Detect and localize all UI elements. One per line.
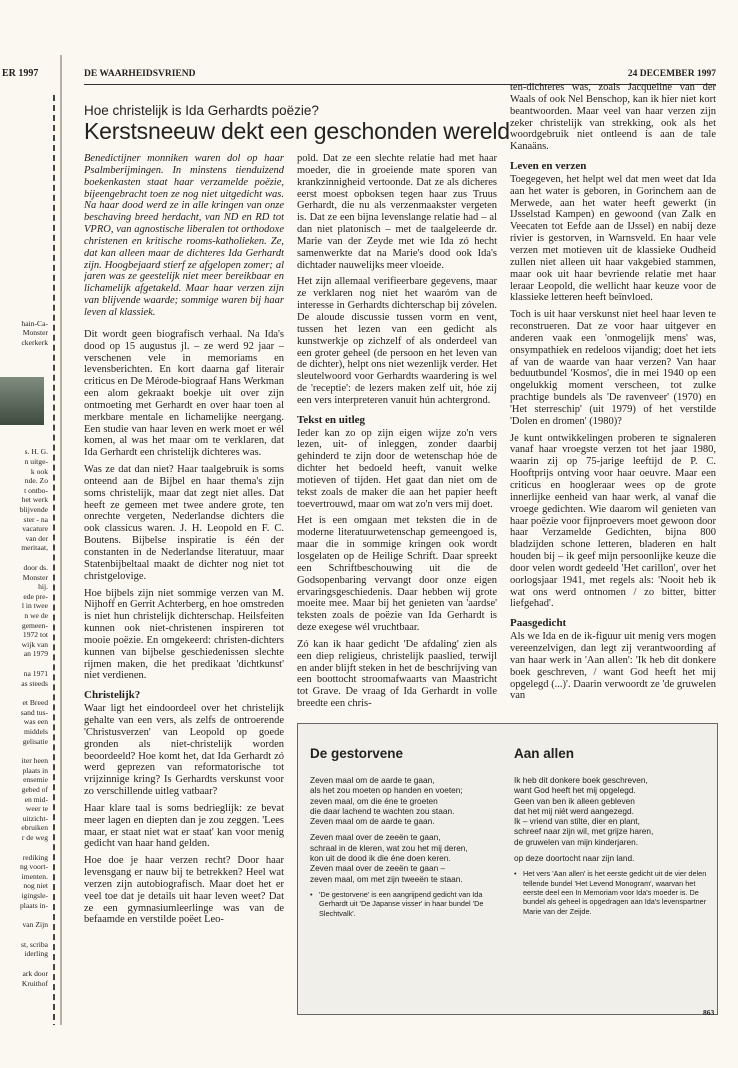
dashed-border xyxy=(53,95,55,1025)
strip-fragment-line: imenten. xyxy=(21,871,48,881)
publication-name: DE WAARHEIDSVRIEND xyxy=(84,69,196,79)
subheading-leven-en-verzen: Leven en verzen xyxy=(510,160,587,173)
strip-fragment-line: gebed of xyxy=(21,784,48,794)
body-paragraph: Toch is uit haar verskunst niet heel haar leven te reconstrueren. Dat ze voor haar uitgever en anderen vaak een 'onmogelijk mens' was, onsympathiek en redeloos vijandig; doet het iets af van de waarde van haar verzen? Van haar beduutbundel 'Kosmos', die in mei 1940 op een ongelukkig moment verscheen, tot zulke prachtige bundels als 'De ravenveer' (1970) en 'Het sterreschip' (uit 1979) of het verstilde 'Dolen en dromen' (1980)? xyxy=(510,309,716,427)
poem-line: Zeven maal om de aarde te gaan. xyxy=(310,816,435,827)
page-number: 863 xyxy=(703,1008,715,1017)
poem-note xyxy=(310,890,505,918)
strip-fragment-line: ensemie xyxy=(23,775,48,785)
subheading-paasgedicht: Paasgedicht xyxy=(510,617,567,630)
bullet-icon: • xyxy=(310,889,313,899)
body-paragraph: ten-dichteres was, zoals Jacqueline van der Waals of ook Nel Benschop, kan ik hier niet kort beantwoorden. Maar veel van haar verzen zijn zeker christelijk van strekking, ook als het woordgebruik niet ontleend is aan de tale Kanaäns. xyxy=(510,82,716,153)
poem-line: op deze doortocht naar zijn land. xyxy=(514,853,635,864)
body-paragraph: Waar ligt het eindoordeel over het christelijk gehalte van een vers, als zelfs de ontroerende 'Christusverzen' van Leopold op goede gronden als niet-christelijk worden beoordeeld? Hoe komt het, dat Ida Gerhardt zó werd geprezen van reformatorische tot vrijzinnige kring? Is Gerhardts verskunst voor zo verschillende uitleg vatbaar? xyxy=(84,703,284,798)
strip-fragment-line: t ontbo- xyxy=(24,485,48,495)
poem-line: Zeven maal over de zeeën te gaan, xyxy=(310,832,441,843)
poem-title: De gestorvene xyxy=(310,746,404,761)
poem-line: als het zou moeten op handen en voeten; xyxy=(310,785,463,796)
poem-aan-allen xyxy=(514,724,709,916)
strip-fragment-line: was een xyxy=(23,717,48,727)
strip-fragment-line: door ds. xyxy=(23,562,48,572)
strip-fragment-line: gelisatie xyxy=(22,736,48,746)
strip-fragment-line: st, scriba xyxy=(21,939,48,949)
strip-fragment-line: n we de xyxy=(24,610,48,620)
strip-fragment-line: hain-Ca- xyxy=(21,318,48,328)
intro-paragraph: Benedictijner monniken waren dol op haar Psalmberijmingen. In minstens tienduizend boekenkasten staat haar verzamelde poëzie, bijeengebracht toen ze nog niet uitgedicht was. Na haar dood werd ze in alle kringen van onze beschaving breed herdacht, van ND en RD tot VPRO, van agnostische liberalen tot orthodoxe christenen en kritische rooms-katholieken. Ze, dat kan alleen maar de dichteres Ida Gerhardt zijn. Hoogbejaard stierf ze afgelopen zomer; al jaren was ze geestelijk niet meer bereikbaar en lichamelijk afgetakeld. Maar haar verzen zijn van blijvende waarde; sommige waren bij haar leven al klassiek. xyxy=(84,153,284,318)
poem-line: Ik – vriend van stilte, dier en plant, xyxy=(514,816,640,827)
strip-fragment-line: Monster xyxy=(22,572,48,582)
poem-line: kon uit de dood ik die éne doen keren. xyxy=(310,853,451,864)
poem-stanza xyxy=(514,775,709,847)
bullet-icon: • xyxy=(514,869,517,879)
strip-fragment-line: nog niet xyxy=(23,881,48,891)
body-paragraph: Hoe doe je haar verzen recht? Door haar levensgang er nauw bij te betrekken? Heel wat verzen zijn autobiografisch. Maar doet het er veel toe dat je details uit haar leven weet? Dat ze een gymnasiumleerlinge was van de befaamde en verstilde poëet Leo- xyxy=(84,855,284,926)
strip-fragment-line: ng voort- xyxy=(19,862,48,872)
strip-fragment-line: meritaat, xyxy=(21,543,48,553)
strip-photo xyxy=(0,377,44,425)
strip-fragment-line: s. H. G. xyxy=(24,447,48,457)
strip-fragment-line: rediking xyxy=(22,852,48,862)
body-paragraph: pold. Dat ze een slechte relatie had met haar moeder, die in groeiende mate sporen van krankzinnigheid vertoonde. Dat ze als dicheres eerst moest opboksen tegen haar zus Truus Gerhardt, die nu als verzenmaakster vergeten is. Dat ze een bijna levenslange relatie had – al dan niet platonisch – met de taalgeleerde dr. Marie van der Zeyde met wie Ida zó hecht samenwerkte dat na Marie's dood ook Ida's dichtader nauwelijks meer vloeide. xyxy=(297,153,497,271)
strip-fragment-line: blijvende xyxy=(19,504,48,514)
strip-fragment-line: wijk van xyxy=(21,639,48,649)
strip-fragment-line: vacature xyxy=(22,524,48,534)
strip-fragment-line: middels xyxy=(23,726,48,736)
strip-fragment-line: nde. Zo xyxy=(24,476,48,486)
strip-fragment-line: ebruiken xyxy=(21,823,48,833)
body-paragraph: Hoe bijbels zijn niet sommige verzen van M. Nijhoff en Gerrit Achterberg, en hoe omstreden is niet hun christelijk dichterschap. Heilsfeiten kunnen ook niet-christenen inspireren tot mooie poëzie. En omgekeerd: christen-dichters kunnen van bijbelse geschiedenissen slechte rijmen maken, die het predikaat 'dichtkunst' niet verdienen. xyxy=(84,587,284,682)
strip-fragment-line: iter heen xyxy=(21,756,48,766)
strip-fragment-line: n uitge- xyxy=(24,456,48,466)
poem-line: Zeven maal om de aarde te gaan, xyxy=(310,775,435,785)
poem-de-gestorvene xyxy=(310,724,505,918)
poem-line: want God heeft het mij opgelegd. xyxy=(514,785,636,796)
poem-line: Ik heb dit donkere boek geschreven, xyxy=(514,775,648,785)
article-kicker: Hoe christelijk is Ida Gerhardts poëzie? xyxy=(84,103,319,118)
strip-fragment-line: uitzicht- xyxy=(22,813,48,823)
strip-fragment-line: sand tus- xyxy=(20,707,48,717)
poem-note-text: 'De gestorvene' is een aangrijpend gedicht van Ida Gerhardt uit 'De Japanse visser' in haar bundel 'De Slechtvalk'. xyxy=(319,889,484,918)
body-paragraph: Zó kan ik haar gedicht 'De afdaling' zien als een diep religieus, christelijk paaslied, terwijl en ander blijft steken in het de beschrijving van een boottocht stroomafwaarts van Maastricht tot Grave. De vraag of Ida Gerhardt in volle breedte een chris- xyxy=(297,638,497,710)
strip-fragment-line: et Breed xyxy=(22,698,48,708)
poem-line: zeven maal, om die éne te groeten xyxy=(310,795,438,806)
poem-note-text: Het vers 'Aan allen' is het eerste gedicht uit de vier delen tellende bundel 'Het Levend Monogram', waarvan het eerste deel een In Memoriam voor Ida's moeder is. De bundel als geheel is opgedragen aan Ida's levenspartner Marie van der Zeijde. xyxy=(523,869,707,916)
poem-stanza xyxy=(310,775,505,826)
poem-title: Aan allen xyxy=(514,746,575,761)
strip-fragment-line: het werk xyxy=(21,495,48,505)
body-paragraph: Het is een omgaan met teksten die in de moderne literatuurwetenschap gemeengoed is, maar die in sommige kringen ook wordt losgelaten op de Heilige Schrift. Daar spreekt een Schriftbeschouwing uit die de Godsopenbaring vervangt door onze eigen ervaringsgeschiedenis. Daar hebben wij grote moeite mee. Maar bij het genieten van 'aardse' teksten zoals de poëzie van Ida Gerhardt is deze exegese wél vruchtbaar. xyxy=(297,515,497,634)
strip-fragment-line: hij. xyxy=(38,582,48,592)
column-1 xyxy=(84,153,284,1025)
poem-line: Geen van ben ik alleen gebleven xyxy=(514,795,635,806)
subheading-tekst-en-uitleg: Tekst en uitleg xyxy=(297,413,366,426)
poem-stanza xyxy=(310,832,505,883)
strip-fragment-line: ede pre- xyxy=(23,591,48,601)
strip-fragment-line: an 1979 xyxy=(23,649,48,659)
poem-box xyxy=(297,723,718,1015)
strip-fragment-line: 1972 tot xyxy=(22,630,48,640)
poem-line: de gruwelen van mijn kinderjaren. xyxy=(514,836,639,847)
body-paragraph: Het zijn allemaal verifieerbare gegevens, maar ze verklaren nog niet het waaróm van de interesse in Gerhardts dichterschap bij zóvelen. De aloude discussie tussen vorm en vent, tussen het lezen van een gedicht als kunstwerkje op zichzelf of als onderdeel van een groter geheel (de persoon en het leven van de dichter), helpt ons niet wezenlijk verder. Het sleutelwoord voor Gerhardts waardering is wel de 'receptie': de lezers maken zelf uit, hóe zij een vers interpreteren vanuit hún achtergrond. xyxy=(297,276,497,406)
strip-date: ER 1997 xyxy=(2,68,39,79)
column-3 xyxy=(510,82,716,715)
strip-fragment-line: igingsle- xyxy=(21,890,48,900)
column-2 xyxy=(297,153,497,715)
poem-line: dat het mij niét werd aangezegd. xyxy=(514,805,634,816)
poem-line: schreef naar zijn wil, met grijze haren, xyxy=(514,826,654,837)
strip-fragment-line: r de weg xyxy=(21,832,48,842)
strip-fragment-line: van der xyxy=(25,533,48,543)
strip-fragment-line: plaats in- xyxy=(19,900,48,910)
strip-fragment-line: k ook xyxy=(30,466,48,476)
body-paragraph: Je kunt ontwikkelingen proberen te signaleren vanaf haar vroegste verzen tot het jaar 1980, waarin zij op 75-jarige leeftijd de P. C. Hooftprijs ontving voor haar oeuvre. Maar een criticus en hoogleraar wees op de grote innerlijke eenheid van haar werk, al vanaf die vroege gedichten. Wie daarom wil genieten van haar poëzie voor fijnproevers moet gewoon door haar Verzamelde Gedichten, bijna 800 bladzijden schone letteren, bladeren en halt houden bij – ik geef mijn persoonlijke keuze die door velen wordt gedeeld 'Het carillon', over het oorlogsjaar 1941, met regels als: 'Nooit heb ik wat ons werd ontnomen / zo bitter, bitter liefgehad'. xyxy=(510,432,716,610)
poem-line: Zeven maal over de zeeën te gaan – xyxy=(310,863,446,874)
poem-line: die daar lachend te wachten zou staan. xyxy=(310,805,455,816)
strip-fragment-line: van Zijn xyxy=(22,920,48,930)
poem-line: schraal in de kleren, wat zou het mij deren, xyxy=(310,842,468,853)
strip-fragment-line: na 1971 xyxy=(23,668,48,678)
strip-fragment-line: en mid- xyxy=(24,794,48,804)
issue-date: 24 DECEMBER 1997 xyxy=(627,69,716,79)
poem-line: zeven maal, om met zijn tweeën te staan. xyxy=(310,873,463,884)
body-paragraph: Toegegeven, het helpt wel dat men weet dat Ida aan het water is geboren, in Gorinchem aan de Merwede, aan het water heeft gewerkt (in IJsselstad Kampen) en gewoond (van Zalk en Veecaten tot Eefde aan de IJssel) en nabij deze rivier is gestorven, in Warnsveld. En haar vele verzen met motieven uit de klassieke Oudheid zullen niet alleen uit haar vakgebied stammen, maar ook uit haar bevriende relatie met haar leraar Leopold, die wellicht haar keuze voor de klassieke letteren heeft beïnvloed. xyxy=(510,173,716,304)
strip-fragment-line: ark door xyxy=(22,968,48,978)
adjacent-page-strip xyxy=(0,55,62,1025)
strip-fragment-line: l in twee xyxy=(21,601,48,611)
body-paragraph: Ieder kan zo op zijn eigen wijze zo'n vers lezen, uit- of inleggen, zonder daarbij gehinderd te zijn door de wetenschap hóe de dichter het bedoeld heeft, vanuit welke motieven of tijden. Het gaat dan niet om de tekst zoals de maker die aan het papier heeft toevertrouwd, maar om wat zo'n vers mij doet. xyxy=(297,427,497,510)
strip-fragment-line: gemeen- xyxy=(21,620,48,630)
strip-fragment-line: ster - na xyxy=(23,514,48,524)
strip-fragment-line: as steeds xyxy=(21,678,48,688)
subheading-christelijk: Christelijk? xyxy=(84,689,141,702)
article-title: Kerstsneeuw dekt een geschonden wereld xyxy=(84,118,510,144)
strip-fragment-line: ckerkerk xyxy=(21,337,48,347)
poem-note xyxy=(514,869,709,915)
poem-stanza xyxy=(514,853,709,863)
strip-fragment-line: weer te xyxy=(25,804,48,814)
strip-fragment-line: plaats in xyxy=(22,765,48,775)
body-paragraph: Als we Ida en de ik-figuur uit menig vers mogen vereenzelvigen, dan legt zij verantwoording af van haar werk in 'Aan allen': 'Ik heb dit donkere boek geschreven, / want God heeft het mij opgelegd (...)'. Daarin verwoordt ze 'de gruwelen van xyxy=(510,631,716,702)
strip-fragment-line: Monster xyxy=(22,328,48,338)
body-paragraph: Dit wordt geen biografisch verhaal. Na Ida's dood op 15 augustus jl. – ze werd 92 jaar – verschenen vele in memoriams en levensberichten. En kort daarna gaf literair criticus en De Mérode-biograaf Hans Werkman een alom gekraakt boekje uit over zijn ontmoeting met Gerhardt en over haar toen al merkbare mentale en lichamelijke neergang. Een studie van haar leven en werk moet er wél komen, al was het maar om te verklaren, dat Ida Gerhardt een christelijk dichteres was. xyxy=(84,328,284,459)
strip-fragment-line: Kruithof xyxy=(21,978,48,988)
body-paragraph: Was ze dat dan niet? Haar taalgebruik is soms onteend aan de Bijbel en haar thema's zijn soms christelijk, maar dat zegt niet alles. Dat heeft ze gemeen met twee andere grote, ten onrechte vergeten, Nederlandse dichters die ook classicus waren. J. H. Leopold en F. C. Boutens. Bijbelse inspiratie is één der constanten in de Nederlandse literatuur, maar Statenbijbeltaal maakt de dichter nog niet tot christgelovige. xyxy=(84,464,284,582)
body-paragraph: Haar klare taal is soms bedrieglijk: ze bevat meer lagen en diepten dan je zou zeggen. 'Lees maar, er staat niet wat er staat' kan voor menig gedicht van haar hand gelden. xyxy=(84,802,284,850)
strip-fragment-line: iderling xyxy=(24,949,48,959)
